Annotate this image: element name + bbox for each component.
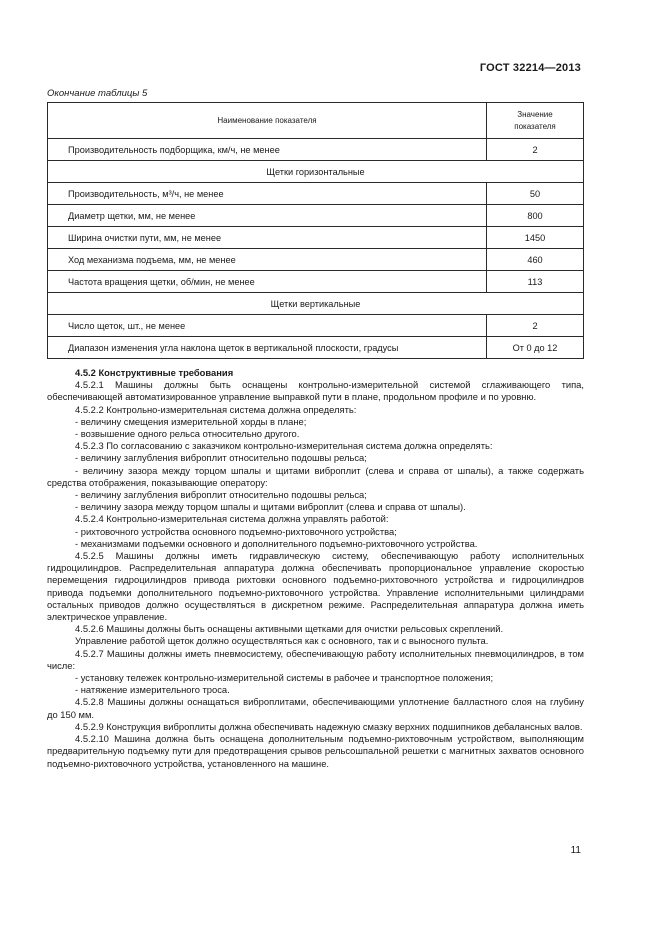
list-item: - величину зазора между торцом шпалы и щитами виброплит (слева и справа от шпалы). xyxy=(75,501,466,513)
table-row xyxy=(48,271,584,293)
parameter-value: 1450 xyxy=(487,227,584,249)
body-text xyxy=(47,367,584,770)
list-item: - рихтовочного устройства основного подъемно-рихтовочного устройства; xyxy=(75,525,397,537)
table-row xyxy=(48,183,584,205)
list-item: - натяжение измерительного троса. xyxy=(75,684,230,696)
paragraph: 4.5.2.7 Машины должны иметь пневмосистему, обеспечивающую работу исполнительных пневмоцилиндров, в том числе: xyxy=(47,647,584,671)
table-row xyxy=(48,249,584,271)
paragraph: 4.5.2.1 Машины должны быть оснащены контрольно-измерительной системой сглаживающего типа, обеспечивающей автоматизированное управление выправкой пути в плане, продольном профиле и по уровню. xyxy=(47,379,584,403)
paragraph: 4.5.2.2 Контрольно-измерительная система должна определять: xyxy=(75,403,357,415)
table-header-row xyxy=(48,103,584,139)
parameter-value: 2 xyxy=(487,315,584,337)
parameter-value: 460 xyxy=(487,249,584,271)
section-heading: 4.5.2 Конструктивные требования xyxy=(75,367,234,378)
table-row xyxy=(48,227,584,249)
list-item: - установку тележек контрольно-измерительной системы в рабочее и транспортное положения; xyxy=(75,672,494,684)
page-number: 11 xyxy=(570,845,581,856)
parameter-value: От 0 до 12 xyxy=(487,337,584,359)
parameter-name: Ширина очистки пути, мм, не менее xyxy=(48,227,487,249)
column-header-value-line1: Значение xyxy=(517,109,553,119)
paragraph-list xyxy=(47,379,584,770)
document-code: ГОСТ 32214—2013 xyxy=(479,62,581,74)
column-header-value-line2: показателя xyxy=(514,121,556,131)
table-row xyxy=(48,337,584,359)
parameter-name: Диаметр щетки, мм, не менее xyxy=(48,205,487,227)
parameter-name: Производительность, м³/ч, не менее xyxy=(48,183,487,205)
parameter-name: Частота вращения щетки, об/мин, не менее xyxy=(48,271,487,293)
table-body xyxy=(48,139,584,359)
parameter-value: 2 xyxy=(487,139,584,161)
table-section-row xyxy=(48,161,584,183)
paragraph: 4.5.2.3 По согласованию с заказчиком контрольно-измерительная система должна определять: xyxy=(75,440,493,452)
column-header-name: Наименование показателя xyxy=(48,103,487,139)
list-item: - величину заглубления виброплит относительно подошвы рельса; xyxy=(75,489,367,501)
table-row xyxy=(48,315,584,337)
list-item: - величину зазора между торцом шпалы и щитами виброплит (слева и справа от шпалы), а также содержать средства отображения, показывающие оператору: xyxy=(47,464,584,488)
paragraph: 4.5.2.6 Машины должны быть оснащены активными щетками для очистки рельсовых скреплений. xyxy=(75,623,504,635)
parameter-value: 50 xyxy=(487,183,584,205)
paragraph: 4.5.2.8 Машины должны оснащаться виброплитами, обеспечивающими уплотнение балластного слоя на глубину до 150 мм. xyxy=(47,696,584,720)
paragraph: 4.5.2.4 Контрольно-измерительная система должна управлять работой: xyxy=(75,513,389,525)
parameter-name: Число щеток, шт., не менее xyxy=(48,315,487,337)
section-title: Щетки горизонтальные xyxy=(48,161,584,183)
spec-table xyxy=(47,102,584,359)
parameter-name: Ход механизма подъема, мм, не менее xyxy=(48,249,487,271)
parameter-value: 800 xyxy=(487,205,584,227)
section-title: Щетки вертикальные xyxy=(48,293,584,315)
list-item: - величину заглубления виброплит относительно подошвы рельса; xyxy=(75,452,367,464)
parameter-name: Производительность подборщика, км/ч, не менее xyxy=(48,139,487,161)
paragraph: Управление работой щеток должно осуществляться как с основного, так и с выносного пульта. xyxy=(75,635,489,647)
table-caption: Окончание таблицы 5 xyxy=(47,88,148,99)
list-item: - величину смещения измерительной хорды в плане; xyxy=(75,415,307,427)
paragraph: 4.5.2.9 Конструкция виброплиты должна обеспечивать надежную смазку верхних подшипников дебалансных валов. xyxy=(75,720,583,732)
parameter-value: 113 xyxy=(487,271,584,293)
list-item: - возвышение одного рельса относительно другого. xyxy=(75,428,300,440)
parameter-name: Диапазон изменения угла наклона щеток в вертикальной плоскости, градусы xyxy=(48,337,487,359)
table-section-row xyxy=(48,293,584,315)
table-row xyxy=(48,139,584,161)
paragraph: 4.5.2.5 Машины должны иметь гидравлическую систему, обеспечивающую работу исполнительных гидроцилиндров. Распределительная аппаратура должна обеспечивать пропорциональное управление скоростью перемещения гидроцилиндров привода рихтовки основного подъемно-рихтовочного устройства и гидроцилиндров привода подъемки дополнительного подъемно-рихтовочного устройства. Управление исполнительными цилиндрами остальных приводов должно осуществляться в дискретном режиме. Распределительная аппаратура должна иметь электрическое управление. xyxy=(47,550,584,623)
list-item: - механизмами подъемки основного и дополнительного подъемно-рихтовочного устройства. xyxy=(75,537,478,549)
paragraph: 4.5.2.10 Машина должна быть оснащена дополнительным подъемно-рихтовочным устройством, выполняющим предварительную подъемку пути для предотвращения срывов рельсошпальной решетки с магнитных захватов основного подъемно-рихтовочного устройства, установленного на машине. xyxy=(47,733,584,769)
table-row xyxy=(48,205,584,227)
column-header-value xyxy=(487,103,584,139)
